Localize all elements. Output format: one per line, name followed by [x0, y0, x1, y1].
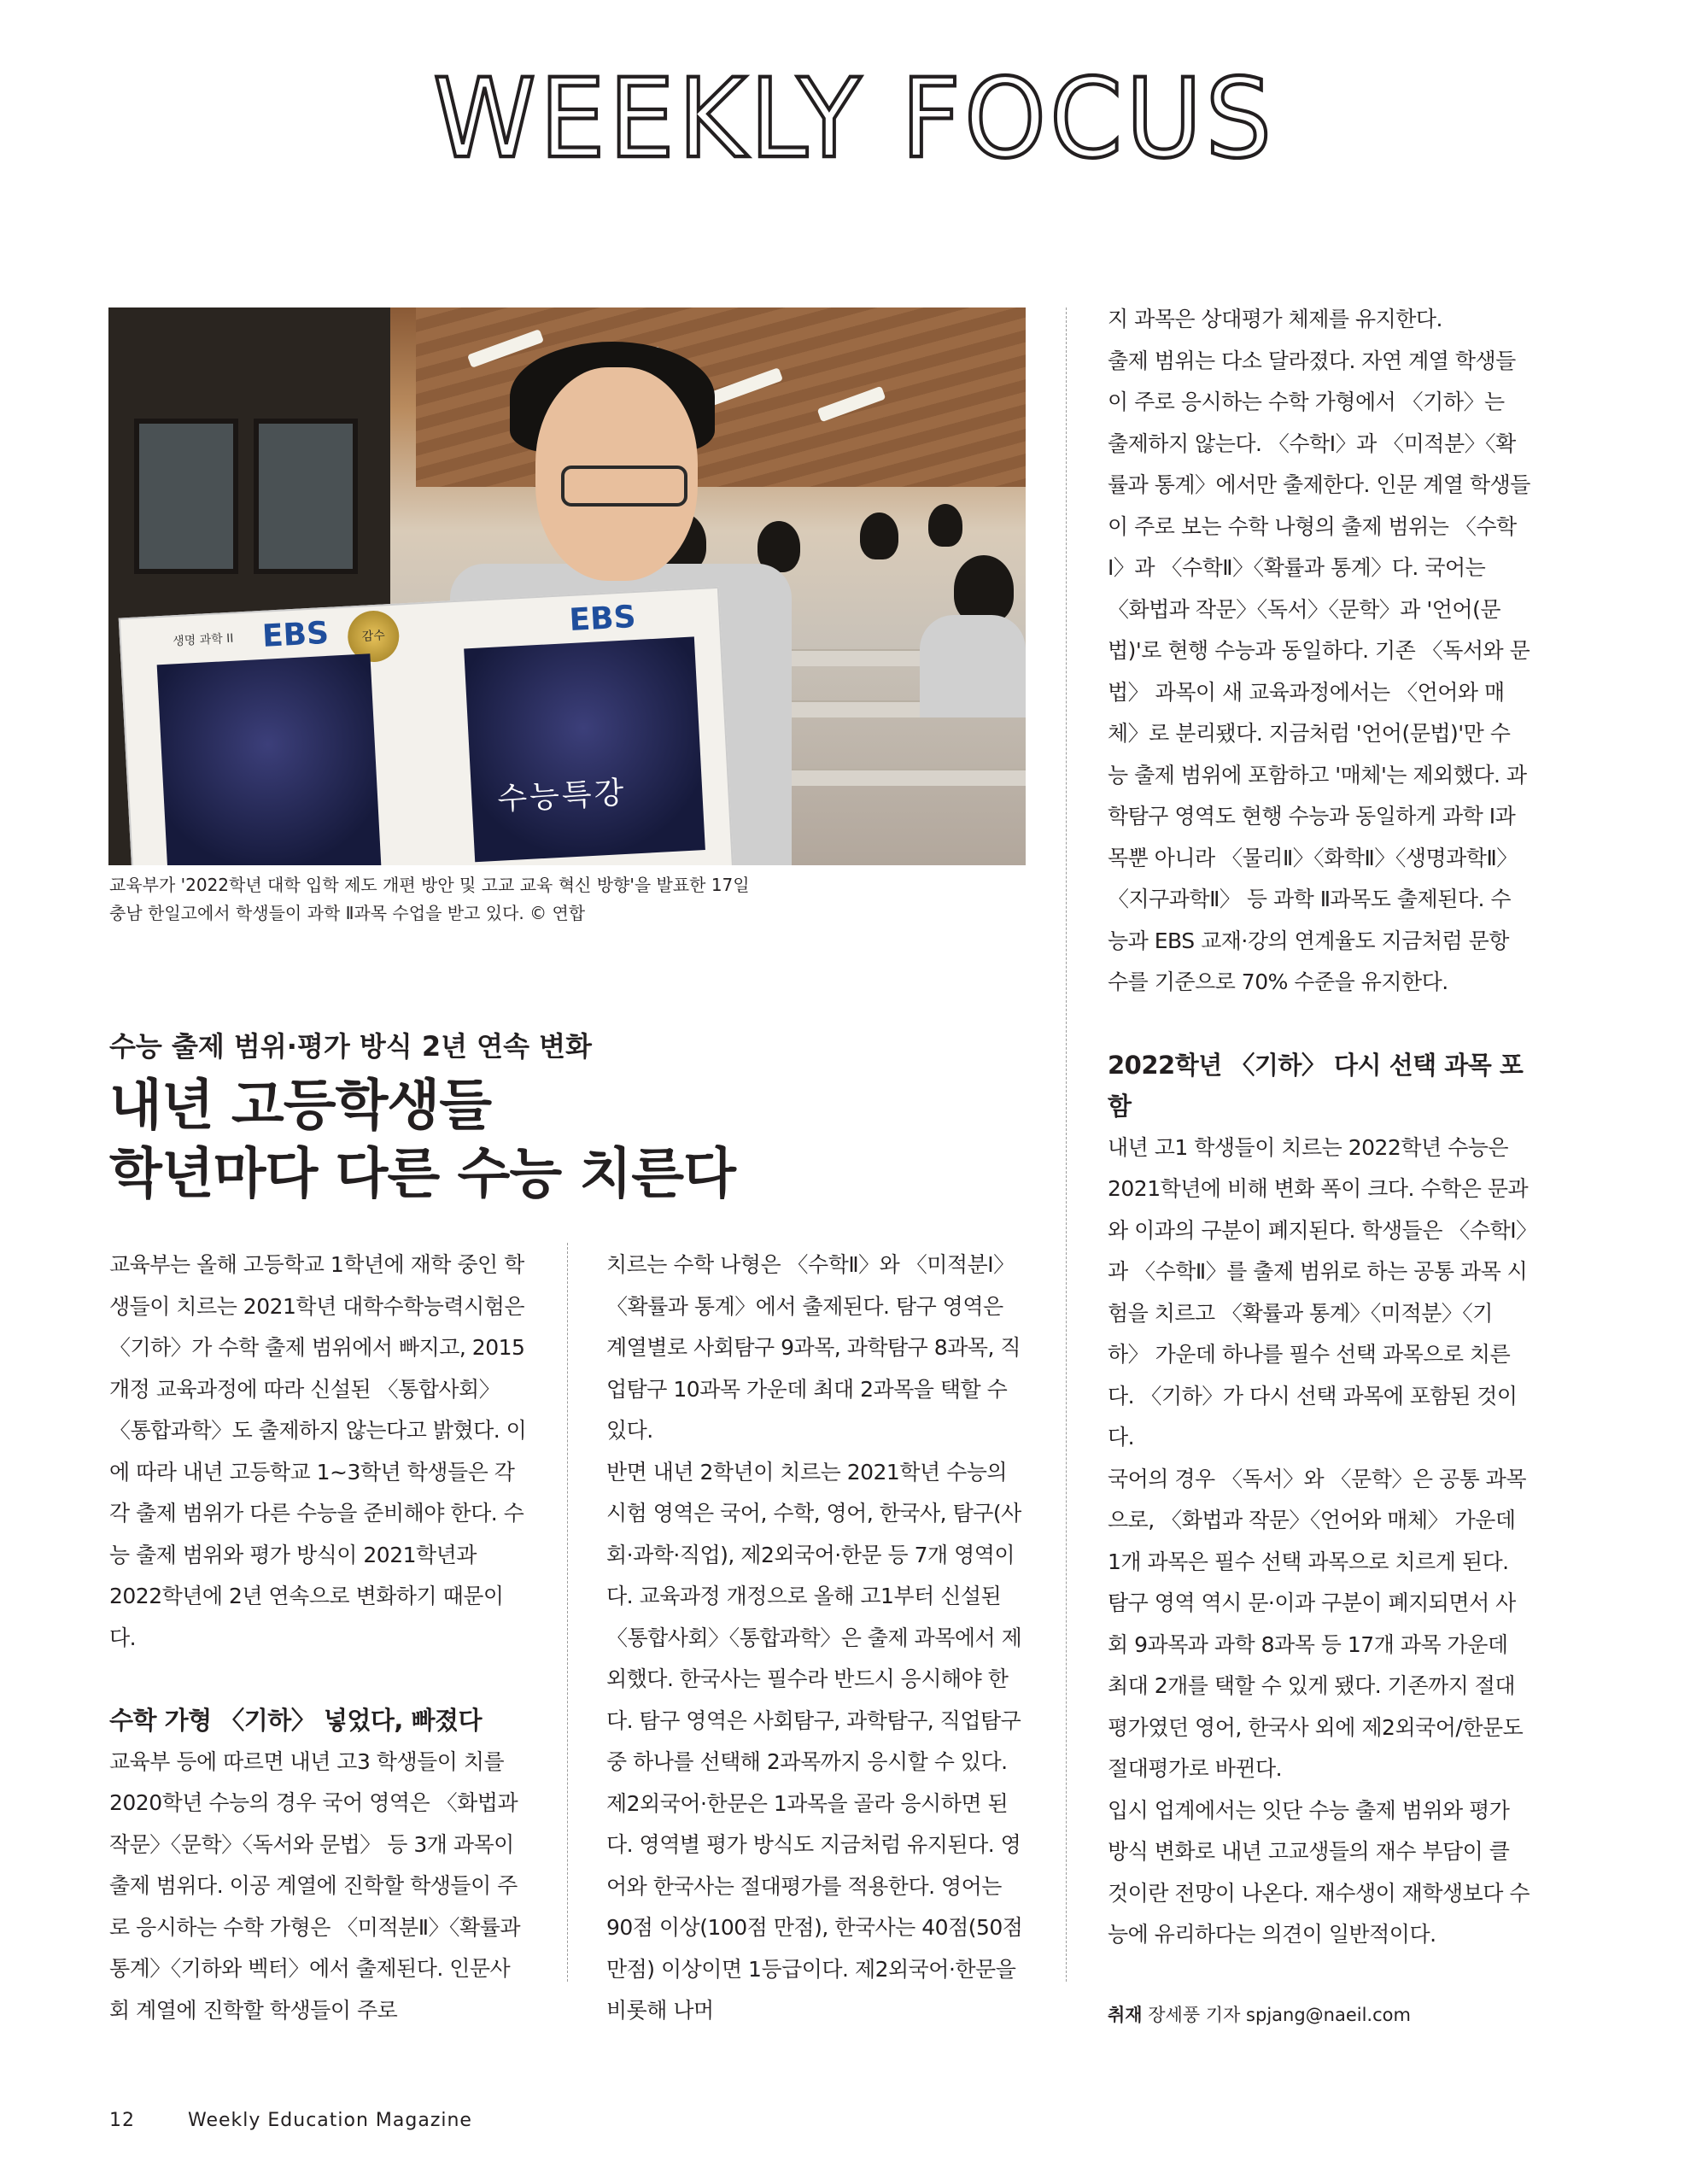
paragraph: 내년 고1 학생들이 치르는 2022학년 수능은 2021학년에 비해 변화 폭이 크다. 수학은 문과와 이과의 구분이 폐지된다. 학생들은 〈수학Ⅰ〉과 〈수학Ⅱ〉를 출제 범위로 하는 공통 과목 시험을 치르고 〈확률과 통계〉〈미적분〉〈기하〉 가운데 하나를 필수 선택 과목으로 치른다. 〈기하〉가 다시 선택 과목에 포함된 것이다. — [1108, 1134, 1529, 1450]
book-seal: 감수 — [347, 610, 401, 664]
column-middle — [606, 1245, 1029, 2032]
photo-caption — [109, 871, 1032, 928]
paragraph: 교육부 등에 따르면 내년 고3 학생들이 치를 2020학년 수능의 경우 국어 영역은 〈화법과 작문〉〈문학〉〈독서와 문법〉 등 3개 과목이 출제 범위다. 이공 계열에 진학할 학생들이 주로 응시하는 수학 가형은 〈미적분Ⅱ〉〈확률과 통계〉〈기하와 벡터〉에서 출제된다. 인문사회 계열에 진학할 학생들이 주로 — [109, 1748, 520, 2023]
column-divider — [567, 1243, 568, 1982]
photo-student-shirt — [920, 615, 1026, 717]
photo-textbook — [119, 587, 734, 865]
paragraph: 출제 범위는 다소 달라졌다. 자연 계열 학생들이 주로 응시하는 수학 가형에서 〈기하〉는 출제하지 않는다. 〈수학Ⅰ〉과 〈미적분〉〈확률과 통계〉에서만 출제한다. 인문 계열 학생들이 주로 보는 수학 나형의 출제 범위는 〈수학Ⅰ〉과 〈수학Ⅱ〉〈확률과 통계〉다. 국어는 〈화법과 작문〉〈독서〉〈문학〉과 '언어(문법)'로 현행 수능과 동일하다. 기존 〈독서와 문법〉 과목이 새 교육과정에서는 〈언어와 매체〉로 분리됐다. 지금처럼 '언어(문법)'만 수능 출제 범위에 포함하고 '매체'는 제외했다. 과학탐구 영역도 현행 수능과 동일하게 과학 Ⅰ과목뿐 아니라 〈물리Ⅱ〉〈화학Ⅱ〉〈생명과학Ⅱ〉〈지구과학Ⅱ〉 등 과학 Ⅱ과목도 출제된다. 수능과 EBS 교재·강의 연계율도 지금처럼 문항 수를 기준으로 70% 수준을 유지한다. — [1108, 348, 1530, 994]
page-footer — [109, 2110, 472, 2131]
paragraph: 입시 업계에서는 잇단 수능 출제 범위와 평가 방식 변화로 내년 고교생들의 재수 부담이 클 것이란 전망이 나온다. 재수생이 재학생보다 수능에 유리하다는 의견이 일반적이다. — [1108, 1797, 1530, 1947]
paragraph: 지 과목은 상대평가 체제를 유지한다. — [1108, 307, 1442, 331]
byline — [1108, 2001, 1411, 2027]
column-left — [109, 1245, 528, 2031]
headline-line-2: 학년마다 다른 수능 치른다 — [109, 1143, 735, 1206]
headline-line-1: 내년 고등학생들 — [109, 1075, 492, 1138]
paragraph: 국어의 경우 〈독서〉와 〈문학〉은 공통 과목으로, 〈화법과 작문〉〈언어와 매체〉 가운데 1개 과목은 필수 선택 과목으로 치르게 된다. 탐구 영역 역시 문·이과 구분이 폐지되면서 사회 9과목과 과학 8과목 등 17개 과목 가운데 최대 2개를 택할 수 있게 됐다. 기존까지 절대평가였던 영어, 한국사 외에 제2외국어/한문도 절대평가로 바뀐다. — [1108, 1466, 1526, 1781]
photo-student — [860, 512, 898, 559]
caption-line-1: 교육부가 '2022학년 대학 입학 제도 개편 방안 및 고교 교육 혁신 방향'을 발표한 17일 — [109, 875, 750, 895]
column-right — [1108, 299, 1530, 1956]
masthead: WEEKLY FOCUS — [433, 55, 1275, 183]
book-subject: 생명 과학 II — [172, 631, 234, 649]
byline-author: 장세풍 기자 spjang@naeil.com — [1148, 2005, 1411, 2025]
magazine-name: Weekly Education Magazine — [188, 2110, 472, 2131]
paragraph: 교육부는 올해 고등학교 1학년에 재학 중인 학생들이 치르는 2021학년 대학수학능력시험은 〈기하〉가 수학 출제 범위에서 빠지고, 2015 개정 교육과정에 따라 신설된 〈통합사회〉〈통합과학〉도 출제하지 않는다고 밝혔다. 이에 따라 내년 고등학교 1~3학년 학생들은 각각 출제 범위가 다른 수능을 준비해야 한다. 수능 출제 범위와 평가 방식이 2021학년과 2022학년에 2년 연속으로 변화하기 때문이다. — [109, 1252, 527, 1650]
article-headline — [109, 1072, 735, 1209]
book-front-cover — [464, 636, 705, 862]
paragraph: 치르는 수학 나형은 〈수학Ⅱ〉와 〈미적분Ⅰ〉〈확률과 통계〉에서 출제된다. 탐구 영역은 계열별로 사회탐구 9과목, 과학탐구 8과목, 직업탐구 10과목 가운데 최대 2과목을 택할 수 있다. — [606, 1252, 1021, 1443]
byline-label: 취재 — [1108, 2005, 1143, 2025]
page-number: 12 — [109, 2110, 135, 2131]
article-photo — [108, 307, 1026, 865]
paragraph: 반면 내년 2학년이 치르는 2021학년 수능의 시험 영역은 국어, 수학, 영어, 한국사, 탐구(사회·과학·직업), 제2외국어·한문 등 7개 영역이다. 교육과정 개정으로 올해 고1부터 신설된 〈통합사회〉〈통합과학〉은 출제 과목에서 제외했다. 한국사는 필수라 반드시 응시해야 한다. 탐구 영역은 사회탐구, 과학탐구, 직업탐구 중 하나를 선택해 2과목까지 응시할 수 있다. 제2외국어·한문은 1과목을 골라 응시하면 된다. 영역별 평가 방식도 지금처럼 유지된다. 영어와 한국사는 절대평가를 적용한다. 영어는 90점 이상(100점 만점), 한국사는 40점(50점 만점) 이상이면 1등급이다. 제2외국어·한문을 비롯해 나머 — [606, 1459, 1023, 2023]
caption-line-2: 충남 한일고에서 학생들이 과학 Ⅱ과목 수업을 받고 있다. © 연합 — [109, 903, 586, 923]
photo-student — [928, 504, 962, 547]
article-subheadline: 수능 출제 범위·평가 방식 2년 연속 변화 — [109, 1030, 592, 1063]
section-heading-math: 수학 가형 〈기하〉 넣었다, 빠졌다 — [109, 1706, 483, 1735]
book-brand-left: EBS — [261, 615, 330, 654]
book-back-cover — [157, 653, 382, 865]
photo-student — [954, 555, 1014, 624]
book-title: 수능특강 — [496, 775, 628, 817]
column-divider — [1066, 307, 1067, 1982]
book-brand-right: EBS — [568, 599, 637, 639]
photo-student-glasses — [561, 466, 687, 507]
section-heading-2022: 2022학년 〈기하〉 다시 선택 과목 포함 — [1108, 1050, 1524, 1121]
